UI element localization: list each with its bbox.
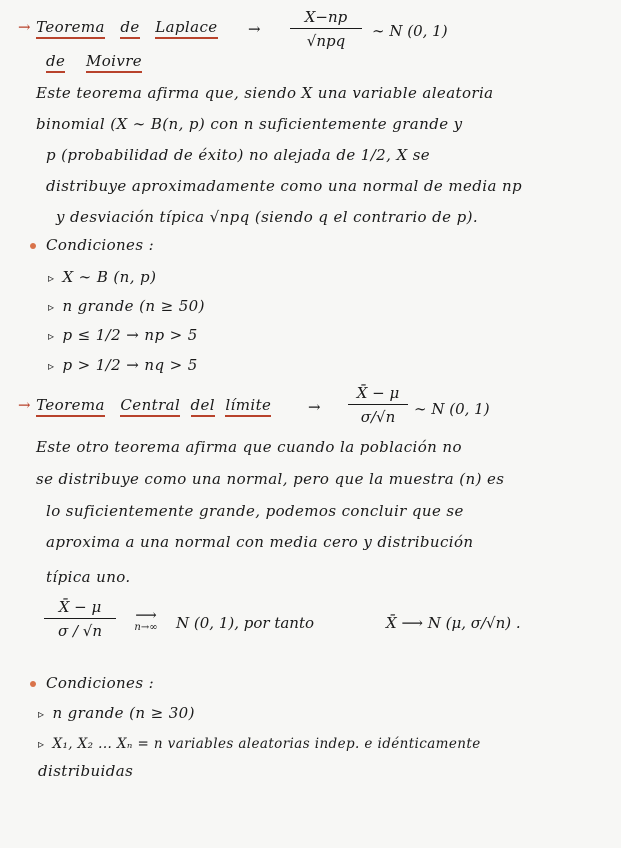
tcl-title-word: del bbox=[191, 396, 215, 417]
tcl-result: ∼ N (0, 1) bbox=[414, 400, 490, 418]
tcl-body-line: Este otro teorema afirma que cuando la población no bbox=[36, 438, 462, 456]
laplace-title-word: Laplace bbox=[155, 18, 217, 39]
condition-item: ▹ X₁, X₂ ... Xₙ = n variables aleatorias indep. e idénticamente bbox=[38, 736, 481, 752]
triangle-bullet-icon: ▹ bbox=[48, 359, 55, 373]
laplace-conditions-label: Condiciones : bbox=[30, 236, 154, 254]
triangle-bullet-icon: ▹ bbox=[48, 300, 55, 314]
triangle-bullet-icon: ▹ bbox=[38, 707, 45, 721]
laplace-title-word: Teorema bbox=[36, 18, 105, 39]
triangle-bullet-icon: ▹ bbox=[38, 737, 45, 751]
limit-arrow-icon: ⟶ bbox=[135, 606, 157, 624]
condition-item: ▹ p > 1/2 → nq > 5 bbox=[48, 356, 198, 374]
laplace-title-word: Moivre bbox=[86, 52, 142, 73]
triangle-bullet-icon: ▹ bbox=[48, 271, 55, 285]
heading-arrow-icon: → bbox=[18, 396, 31, 414]
tcl-map-arrow: → bbox=[308, 398, 321, 416]
condition-item-continuation: distribuidas bbox=[38, 762, 134, 780]
tcl-heading bbox=[18, 396, 271, 414]
laplace-body-line: distribuye aproximadamente como una normal de media np bbox=[46, 177, 523, 195]
limit-fraction bbox=[44, 598, 116, 640]
laplace-title-word: de bbox=[46, 52, 65, 73]
condition-item: ▹ X ∼ B (n, p) bbox=[48, 268, 157, 286]
condition-item: ▹ n grande (n ≥ 50) bbox=[48, 297, 205, 315]
laplace-fraction-denominator: √npq bbox=[290, 28, 362, 50]
bullet-icon bbox=[30, 243, 36, 249]
laplace-fraction-numerator: X−np bbox=[304, 8, 348, 26]
heading-arrow-icon: → bbox=[18, 18, 31, 36]
laplace-heading-line2 bbox=[46, 52, 142, 70]
laplace-body-line: y desviación típica √npq (siendo q el contrario de p). bbox=[56, 208, 478, 226]
laplace-body-line: binomial (X ∼ B(n, p) con n suficientemente grande y bbox=[36, 115, 463, 133]
laplace-fraction bbox=[290, 8, 362, 50]
tcl-body-line: lo suficientemente grande, podemos concluir que se bbox=[46, 502, 464, 520]
limit-result: N (0, 1), por tanto bbox=[176, 614, 315, 632]
tcl-title-word: Central bbox=[120, 396, 180, 417]
tcl-fraction-numerator: X̄ − μ bbox=[356, 384, 400, 402]
tcl-conditions-label: Condiciones : bbox=[30, 674, 154, 692]
laplace-result: ∼ N (0, 1) bbox=[372, 22, 448, 40]
condition-item: ▹ n grande (n ≥ 30) bbox=[38, 704, 195, 722]
limit-fraction-denominator: σ / √n bbox=[44, 618, 116, 640]
tcl-fraction-denominator: σ/√n bbox=[348, 404, 408, 426]
limit-arrow bbox=[124, 606, 168, 633]
tcl-fraction bbox=[348, 384, 408, 426]
bullet-icon bbox=[30, 681, 36, 687]
tcl-title-word: Teorema bbox=[36, 396, 105, 417]
triangle-bullet-icon: ▹ bbox=[48, 329, 55, 343]
tcl-body-line: se distribuye como una normal, pero que la muestra (n) es bbox=[36, 470, 505, 488]
laplace-title-word: de bbox=[120, 18, 139, 39]
laplace-heading bbox=[18, 18, 218, 36]
laplace-body-line: p (probabilidad de éxito) no alejada de 1/2, X se bbox=[46, 146, 431, 164]
laplace-body-line: Este teorema afirma que, siendo X una variable aleatoria bbox=[36, 84, 494, 102]
condition-item: ▹ p ≤ 1/2 → np > 5 bbox=[48, 326, 198, 344]
limit-subscript: n→∞ bbox=[134, 622, 158, 633]
limit-fraction-numerator: X̄ − μ bbox=[58, 598, 102, 616]
tcl-title-word: límite bbox=[225, 396, 271, 417]
limit-final: X̄ ⟶ N (μ, σ/√n) . bbox=[386, 614, 521, 632]
tcl-body-line: aproxima a una normal con media cero y distribución bbox=[46, 533, 474, 551]
laplace-map-arrow: → bbox=[248, 20, 261, 38]
tcl-body-line: típica uno. bbox=[46, 568, 131, 586]
